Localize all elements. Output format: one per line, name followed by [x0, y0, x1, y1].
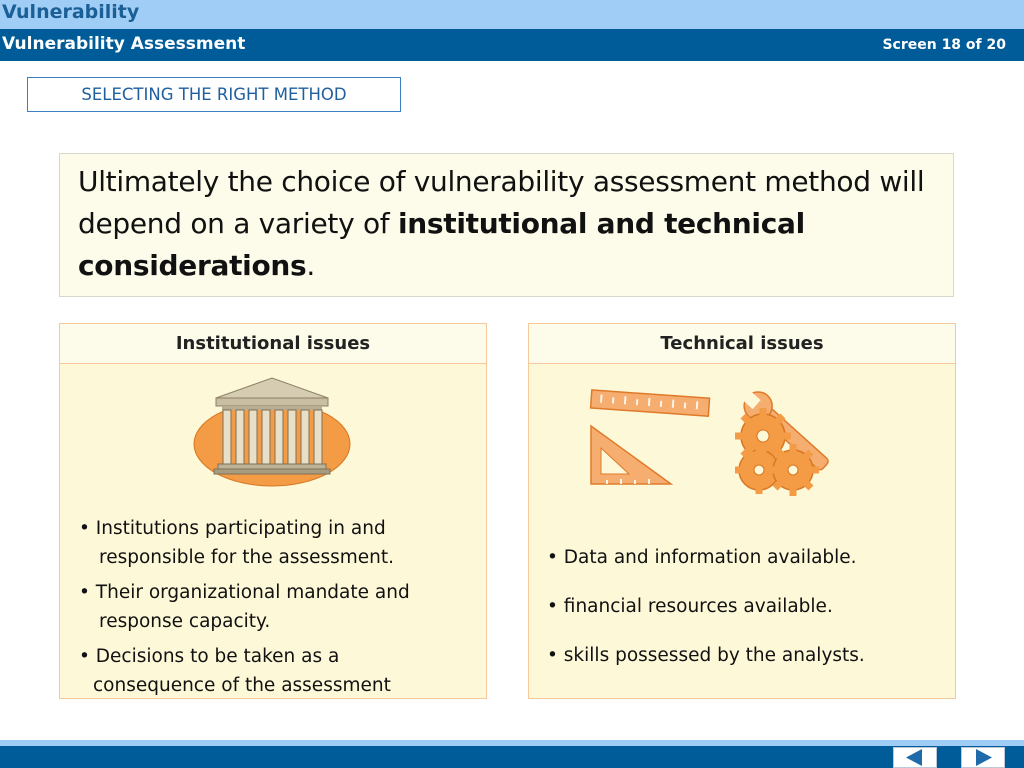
module-header-bar	[0, 29, 1024, 61]
section-label: SELECTING THE RIGHT METHOD	[27, 77, 401, 112]
intro-period: .	[306, 249, 315, 282]
gears-wrench-icon	[731, 378, 841, 504]
list-item-text: • Their organizational mandate and	[79, 582, 410, 603]
next-screen-button[interactable]	[961, 747, 1005, 768]
list-item: • Data and information available.	[547, 547, 857, 568]
list-item: • financial resources available.	[547, 596, 833, 617]
greek-temple-icon	[192, 376, 352, 488]
list-item	[79, 642, 479, 700]
intro-text: Ultimately the choice of vulnerability assessment method will depend on a variety of	[78, 165, 925, 240]
screen-counter: Screen 18 of 20	[882, 37, 1006, 53]
list-item	[79, 514, 479, 572]
intro-box	[59, 153, 954, 297]
technical-issues-panel	[528, 323, 956, 699]
app-title-bar	[0, 0, 1024, 29]
list-item-text: • Decisions to be taken as a	[79, 646, 340, 667]
intro-emphasis: institutional and technical considerations	[78, 207, 805, 282]
ruler-triangle-icon	[587, 384, 713, 492]
app-title: Vulnerability	[2, 1, 140, 23]
list-item-text: • Institutions participating in and	[79, 518, 386, 539]
list-item-text-continued: consequence of the assessment	[93, 675, 391, 696]
institutional-issues-panel	[59, 323, 487, 699]
module-title: Vulnerability Assessment	[2, 34, 246, 54]
right-arrow-icon	[962, 748, 1004, 767]
technical-issues-title: Technical issues	[529, 324, 955, 364]
list-item	[79, 578, 479, 636]
footer-bar	[0, 746, 1024, 768]
institutional-issues-title: Institutional issues	[60, 324, 486, 364]
list-item: • skills possessed by the analysts.	[547, 645, 865, 666]
technical-issues-list	[547, 543, 947, 690]
list-item-text-continued: responsible for the assessment.	[99, 547, 395, 568]
institutional-issues-list	[79, 514, 479, 706]
list-item-text-continued: response capacity.	[99, 611, 271, 632]
left-arrow-icon	[894, 748, 936, 767]
previous-screen-button[interactable]	[893, 747, 937, 768]
